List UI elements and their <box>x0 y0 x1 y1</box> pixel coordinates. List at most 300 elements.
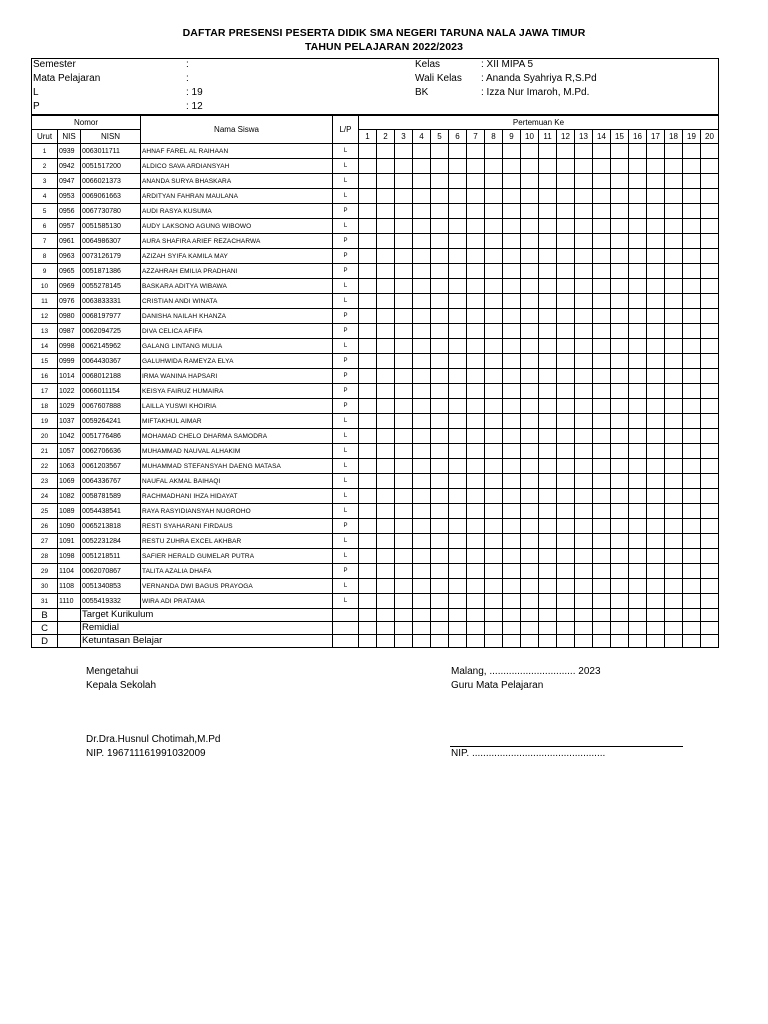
summary-cell[interactable] <box>485 609 503 622</box>
attendance-cell[interactable] <box>647 519 665 534</box>
attendance-cell[interactable] <box>683 579 701 594</box>
attendance-cell[interactable] <box>449 174 467 189</box>
attendance-cell[interactable] <box>395 489 413 504</box>
attendance-cell[interactable] <box>431 294 449 309</box>
attendance-cell[interactable] <box>557 459 575 474</box>
attendance-cell[interactable] <box>359 354 377 369</box>
attendance-cell[interactable] <box>467 204 485 219</box>
attendance-cell[interactable] <box>359 294 377 309</box>
attendance-cell[interactable] <box>539 594 557 609</box>
attendance-cell[interactable] <box>413 399 431 414</box>
attendance-cell[interactable] <box>629 354 647 369</box>
attendance-cell[interactable] <box>683 279 701 294</box>
attendance-cell[interactable] <box>593 174 611 189</box>
attendance-cell[interactable] <box>521 204 539 219</box>
attendance-cell[interactable] <box>557 144 575 159</box>
attendance-cell[interactable] <box>503 399 521 414</box>
attendance-cell[interactable] <box>593 294 611 309</box>
attendance-cell[interactable] <box>575 444 593 459</box>
attendance-cell[interactable] <box>377 279 395 294</box>
summary-cell[interactable] <box>503 609 521 622</box>
attendance-cell[interactable] <box>575 354 593 369</box>
attendance-cell[interactable] <box>395 534 413 549</box>
attendance-cell[interactable] <box>539 459 557 474</box>
attendance-cell[interactable] <box>647 444 665 459</box>
attendance-cell[interactable] <box>449 414 467 429</box>
attendance-cell[interactable] <box>629 234 647 249</box>
attendance-cell[interactable] <box>701 489 719 504</box>
attendance-cell[interactable] <box>647 294 665 309</box>
attendance-cell[interactable] <box>593 279 611 294</box>
attendance-cell[interactable] <box>485 264 503 279</box>
attendance-cell[interactable] <box>449 159 467 174</box>
attendance-cell[interactable] <box>377 459 395 474</box>
attendance-cell[interactable] <box>359 369 377 384</box>
attendance-cell[interactable] <box>539 414 557 429</box>
attendance-cell[interactable] <box>503 414 521 429</box>
attendance-cell[interactable] <box>485 519 503 534</box>
attendance-cell[interactable] <box>431 159 449 174</box>
attendance-cell[interactable] <box>575 594 593 609</box>
attendance-cell[interactable] <box>377 579 395 594</box>
attendance-cell[interactable] <box>629 324 647 339</box>
attendance-cell[interactable] <box>683 594 701 609</box>
attendance-cell[interactable] <box>665 264 683 279</box>
attendance-cell[interactable] <box>575 309 593 324</box>
attendance-cell[interactable] <box>539 399 557 414</box>
attendance-cell[interactable] <box>521 309 539 324</box>
summary-cell[interactable] <box>647 635 665 648</box>
attendance-cell[interactable] <box>395 549 413 564</box>
attendance-cell[interactable] <box>521 444 539 459</box>
attendance-cell[interactable] <box>377 384 395 399</box>
attendance-cell[interactable] <box>431 564 449 579</box>
attendance-cell[interactable] <box>449 249 467 264</box>
attendance-cell[interactable] <box>593 444 611 459</box>
attendance-cell[interactable] <box>557 414 575 429</box>
attendance-cell[interactable] <box>377 399 395 414</box>
attendance-cell[interactable] <box>503 384 521 399</box>
attendance-cell[interactable] <box>449 219 467 234</box>
attendance-cell[interactable] <box>647 249 665 264</box>
attendance-cell[interactable] <box>449 384 467 399</box>
attendance-cell[interactable] <box>521 279 539 294</box>
attendance-cell[interactable] <box>611 414 629 429</box>
attendance-cell[interactable] <box>575 489 593 504</box>
attendance-cell[interactable] <box>467 324 485 339</box>
attendance-cell[interactable] <box>683 339 701 354</box>
summary-cell[interactable] <box>521 609 539 622</box>
attendance-cell[interactable] <box>701 504 719 519</box>
attendance-cell[interactable] <box>683 504 701 519</box>
attendance-cell[interactable] <box>647 369 665 384</box>
attendance-cell[interactable] <box>557 564 575 579</box>
attendance-cell[interactable] <box>485 399 503 414</box>
summary-cell[interactable] <box>395 635 413 648</box>
attendance-cell[interactable] <box>557 249 575 264</box>
attendance-cell[interactable] <box>521 414 539 429</box>
attendance-cell[interactable] <box>683 324 701 339</box>
attendance-cell[interactable] <box>611 534 629 549</box>
attendance-cell[interactable] <box>503 144 521 159</box>
attendance-cell[interactable] <box>611 549 629 564</box>
attendance-cell[interactable] <box>629 204 647 219</box>
summary-cell[interactable] <box>557 622 575 635</box>
attendance-cell[interactable] <box>611 489 629 504</box>
attendance-cell[interactable] <box>683 219 701 234</box>
attendance-cell[interactable] <box>485 144 503 159</box>
attendance-cell[interactable] <box>539 519 557 534</box>
attendance-cell[interactable] <box>521 459 539 474</box>
attendance-cell[interactable] <box>503 459 521 474</box>
attendance-cell[interactable] <box>575 324 593 339</box>
attendance-cell[interactable] <box>377 339 395 354</box>
attendance-cell[interactable] <box>683 564 701 579</box>
attendance-cell[interactable] <box>683 534 701 549</box>
attendance-cell[interactable] <box>467 219 485 234</box>
attendance-cell[interactable] <box>467 534 485 549</box>
attendance-cell[interactable] <box>683 264 701 279</box>
attendance-cell[interactable] <box>413 189 431 204</box>
attendance-cell[interactable] <box>647 264 665 279</box>
summary-cell[interactable] <box>593 635 611 648</box>
attendance-cell[interactable] <box>395 369 413 384</box>
attendance-cell[interactable] <box>575 294 593 309</box>
attendance-cell[interactable] <box>647 354 665 369</box>
attendance-cell[interactable] <box>413 549 431 564</box>
summary-cell[interactable] <box>575 635 593 648</box>
attendance-cell[interactable] <box>593 369 611 384</box>
attendance-cell[interactable] <box>665 534 683 549</box>
attendance-cell[interactable] <box>557 549 575 564</box>
attendance-cell[interactable] <box>539 219 557 234</box>
attendance-cell[interactable] <box>539 444 557 459</box>
attendance-cell[interactable] <box>395 564 413 579</box>
attendance-cell[interactable] <box>467 504 485 519</box>
summary-cell[interactable] <box>611 622 629 635</box>
attendance-cell[interactable] <box>467 339 485 354</box>
attendance-cell[interactable] <box>575 264 593 279</box>
attendance-cell[interactable] <box>611 189 629 204</box>
attendance-cell[interactable] <box>611 429 629 444</box>
attendance-cell[interactable] <box>575 429 593 444</box>
attendance-cell[interactable] <box>521 189 539 204</box>
summary-cell[interactable] <box>521 635 539 648</box>
attendance-cell[interactable] <box>485 594 503 609</box>
attendance-cell[interactable] <box>575 249 593 264</box>
attendance-cell[interactable] <box>485 579 503 594</box>
attendance-cell[interactable] <box>647 504 665 519</box>
attendance-cell[interactable] <box>611 264 629 279</box>
attendance-cell[interactable] <box>467 564 485 579</box>
attendance-cell[interactable] <box>521 534 539 549</box>
attendance-cell[interactable] <box>359 234 377 249</box>
attendance-cell[interactable] <box>701 519 719 534</box>
attendance-cell[interactable] <box>629 309 647 324</box>
attendance-cell[interactable] <box>485 189 503 204</box>
attendance-cell[interactable] <box>629 519 647 534</box>
attendance-cell[interactable] <box>449 354 467 369</box>
attendance-cell[interactable] <box>521 399 539 414</box>
attendance-cell[interactable] <box>701 264 719 279</box>
summary-cell[interactable] <box>665 635 683 648</box>
attendance-cell[interactable] <box>701 534 719 549</box>
summary-cell[interactable] <box>539 609 557 622</box>
attendance-cell[interactable] <box>593 594 611 609</box>
attendance-cell[interactable] <box>647 384 665 399</box>
attendance-cell[interactable] <box>665 144 683 159</box>
attendance-cell[interactable] <box>629 459 647 474</box>
attendance-cell[interactable] <box>647 219 665 234</box>
attendance-cell[interactable] <box>665 159 683 174</box>
attendance-cell[interactable] <box>377 189 395 204</box>
attendance-cell[interactable] <box>593 264 611 279</box>
attendance-cell[interactable] <box>503 339 521 354</box>
attendance-cell[interactable] <box>539 309 557 324</box>
attendance-cell[interactable] <box>539 144 557 159</box>
attendance-cell[interactable] <box>611 204 629 219</box>
attendance-cell[interactable] <box>665 549 683 564</box>
attendance-cell[interactable] <box>413 444 431 459</box>
attendance-cell[interactable] <box>431 339 449 354</box>
summary-cell[interactable] <box>701 622 719 635</box>
attendance-cell[interactable] <box>521 489 539 504</box>
attendance-cell[interactable] <box>647 429 665 444</box>
attendance-cell[interactable] <box>647 414 665 429</box>
attendance-cell[interactable] <box>575 174 593 189</box>
attendance-cell[interactable] <box>683 309 701 324</box>
attendance-cell[interactable] <box>467 279 485 294</box>
attendance-cell[interactable] <box>485 219 503 234</box>
attendance-cell[interactable] <box>413 174 431 189</box>
attendance-cell[interactable] <box>575 189 593 204</box>
attendance-cell[interactable] <box>611 384 629 399</box>
attendance-cell[interactable] <box>413 414 431 429</box>
attendance-cell[interactable] <box>647 234 665 249</box>
attendance-cell[interactable] <box>701 159 719 174</box>
attendance-cell[interactable] <box>449 234 467 249</box>
attendance-cell[interactable] <box>395 519 413 534</box>
attendance-cell[interactable] <box>431 429 449 444</box>
attendance-cell[interactable] <box>413 279 431 294</box>
attendance-cell[interactable] <box>431 264 449 279</box>
attendance-cell[interactable] <box>395 159 413 174</box>
attendance-cell[interactable] <box>359 339 377 354</box>
attendance-cell[interactable] <box>377 354 395 369</box>
attendance-cell[interactable] <box>449 519 467 534</box>
attendance-cell[interactable] <box>503 429 521 444</box>
attendance-cell[interactable] <box>701 234 719 249</box>
attendance-cell[interactable] <box>359 504 377 519</box>
attendance-cell[interactable] <box>485 354 503 369</box>
attendance-cell[interactable] <box>413 249 431 264</box>
summary-cell[interactable] <box>377 609 395 622</box>
attendance-cell[interactable] <box>575 414 593 429</box>
attendance-cell[interactable] <box>647 324 665 339</box>
attendance-cell[interactable] <box>629 369 647 384</box>
attendance-cell[interactable] <box>683 429 701 444</box>
attendance-cell[interactable] <box>377 219 395 234</box>
attendance-cell[interactable] <box>683 459 701 474</box>
attendance-cell[interactable] <box>485 504 503 519</box>
attendance-cell[interactable] <box>647 309 665 324</box>
attendance-cell[interactable] <box>611 159 629 174</box>
attendance-cell[interactable] <box>575 204 593 219</box>
summary-cell[interactable] <box>485 622 503 635</box>
attendance-cell[interactable] <box>611 369 629 384</box>
attendance-cell[interactable] <box>557 579 575 594</box>
attendance-cell[interactable] <box>539 384 557 399</box>
attendance-cell[interactable] <box>683 354 701 369</box>
attendance-cell[interactable] <box>395 234 413 249</box>
attendance-cell[interactable] <box>467 414 485 429</box>
attendance-cell[interactable] <box>701 294 719 309</box>
attendance-cell[interactable] <box>701 564 719 579</box>
attendance-cell[interactable] <box>665 249 683 264</box>
attendance-cell[interactable] <box>485 159 503 174</box>
summary-cell[interactable] <box>701 609 719 622</box>
attendance-cell[interactable] <box>665 564 683 579</box>
attendance-cell[interactable] <box>611 459 629 474</box>
attendance-cell[interactable] <box>557 309 575 324</box>
attendance-cell[interactable] <box>521 324 539 339</box>
attendance-cell[interactable] <box>503 504 521 519</box>
attendance-cell[interactable] <box>521 219 539 234</box>
attendance-cell[interactable] <box>539 579 557 594</box>
attendance-cell[interactable] <box>503 549 521 564</box>
attendance-cell[interactable] <box>647 474 665 489</box>
attendance-cell[interactable] <box>647 489 665 504</box>
attendance-cell[interactable] <box>575 159 593 174</box>
attendance-cell[interactable] <box>431 324 449 339</box>
attendance-cell[interactable] <box>683 144 701 159</box>
attendance-cell[interactable] <box>485 249 503 264</box>
attendance-cell[interactable] <box>431 189 449 204</box>
attendance-cell[interactable] <box>359 144 377 159</box>
attendance-cell[interactable] <box>467 579 485 594</box>
summary-cell[interactable] <box>359 622 377 635</box>
summary-cell[interactable] <box>449 622 467 635</box>
attendance-cell[interactable] <box>467 369 485 384</box>
attendance-cell[interactable] <box>629 279 647 294</box>
attendance-cell[interactable] <box>359 159 377 174</box>
attendance-cell[interactable] <box>629 189 647 204</box>
attendance-cell[interactable] <box>701 594 719 609</box>
attendance-cell[interactable] <box>503 324 521 339</box>
attendance-cell[interactable] <box>377 144 395 159</box>
attendance-cell[interactable] <box>557 534 575 549</box>
attendance-cell[interactable] <box>701 384 719 399</box>
attendance-cell[interactable] <box>431 579 449 594</box>
attendance-cell[interactable] <box>575 399 593 414</box>
attendance-cell[interactable] <box>359 384 377 399</box>
summary-cell[interactable] <box>503 622 521 635</box>
attendance-cell[interactable] <box>701 459 719 474</box>
attendance-cell[interactable] <box>683 444 701 459</box>
attendance-cell[interactable] <box>503 204 521 219</box>
attendance-cell[interactable] <box>413 144 431 159</box>
attendance-cell[interactable] <box>557 264 575 279</box>
attendance-cell[interactable] <box>431 279 449 294</box>
attendance-cell[interactable] <box>647 339 665 354</box>
summary-cell[interactable] <box>467 609 485 622</box>
attendance-cell[interactable] <box>629 549 647 564</box>
attendance-cell[interactable] <box>521 159 539 174</box>
summary-cell[interactable] <box>539 622 557 635</box>
attendance-cell[interactable] <box>413 429 431 444</box>
attendance-cell[interactable] <box>665 219 683 234</box>
summary-cell[interactable] <box>611 609 629 622</box>
attendance-cell[interactable] <box>485 324 503 339</box>
attendance-cell[interactable] <box>611 324 629 339</box>
attendance-cell[interactable] <box>359 219 377 234</box>
attendance-cell[interactable] <box>377 444 395 459</box>
attendance-cell[interactable] <box>521 549 539 564</box>
attendance-cell[interactable] <box>377 474 395 489</box>
attendance-cell[interactable] <box>377 204 395 219</box>
attendance-cell[interactable] <box>575 534 593 549</box>
summary-cell[interactable] <box>467 622 485 635</box>
attendance-cell[interactable] <box>701 189 719 204</box>
attendance-cell[interactable] <box>359 279 377 294</box>
attendance-cell[interactable] <box>647 594 665 609</box>
attendance-cell[interactable] <box>503 489 521 504</box>
attendance-cell[interactable] <box>593 579 611 594</box>
attendance-cell[interactable] <box>629 414 647 429</box>
attendance-cell[interactable] <box>557 234 575 249</box>
attendance-cell[interactable] <box>665 399 683 414</box>
attendance-cell[interactable] <box>359 444 377 459</box>
attendance-cell[interactable] <box>683 159 701 174</box>
attendance-cell[interactable] <box>485 339 503 354</box>
attendance-cell[interactable] <box>395 174 413 189</box>
attendance-cell[interactable] <box>665 504 683 519</box>
attendance-cell[interactable] <box>665 474 683 489</box>
attendance-cell[interactable] <box>449 324 467 339</box>
attendance-cell[interactable] <box>665 414 683 429</box>
attendance-cell[interactable] <box>629 294 647 309</box>
attendance-cell[interactable] <box>611 399 629 414</box>
attendance-cell[interactable] <box>683 384 701 399</box>
attendance-cell[interactable] <box>377 174 395 189</box>
attendance-cell[interactable] <box>647 159 665 174</box>
attendance-cell[interactable] <box>431 399 449 414</box>
attendance-cell[interactable] <box>431 174 449 189</box>
attendance-cell[interactable] <box>575 144 593 159</box>
attendance-cell[interactable] <box>611 249 629 264</box>
attendance-cell[interactable] <box>683 204 701 219</box>
attendance-cell[interactable] <box>467 294 485 309</box>
attendance-cell[interactable] <box>701 279 719 294</box>
summary-cell[interactable] <box>683 622 701 635</box>
attendance-cell[interactable] <box>629 144 647 159</box>
attendance-cell[interactable] <box>377 414 395 429</box>
attendance-cell[interactable] <box>359 399 377 414</box>
attendance-cell[interactable] <box>467 249 485 264</box>
summary-cell[interactable] <box>467 635 485 648</box>
attendance-cell[interactable] <box>557 504 575 519</box>
attendance-cell[interactable] <box>503 564 521 579</box>
attendance-cell[interactable] <box>593 144 611 159</box>
attendance-cell[interactable] <box>503 444 521 459</box>
attendance-cell[interactable] <box>593 339 611 354</box>
attendance-cell[interactable] <box>377 534 395 549</box>
summary-cell[interactable] <box>629 635 647 648</box>
attendance-cell[interactable] <box>665 489 683 504</box>
attendance-cell[interactable] <box>485 564 503 579</box>
attendance-cell[interactable] <box>395 339 413 354</box>
attendance-cell[interactable] <box>611 519 629 534</box>
